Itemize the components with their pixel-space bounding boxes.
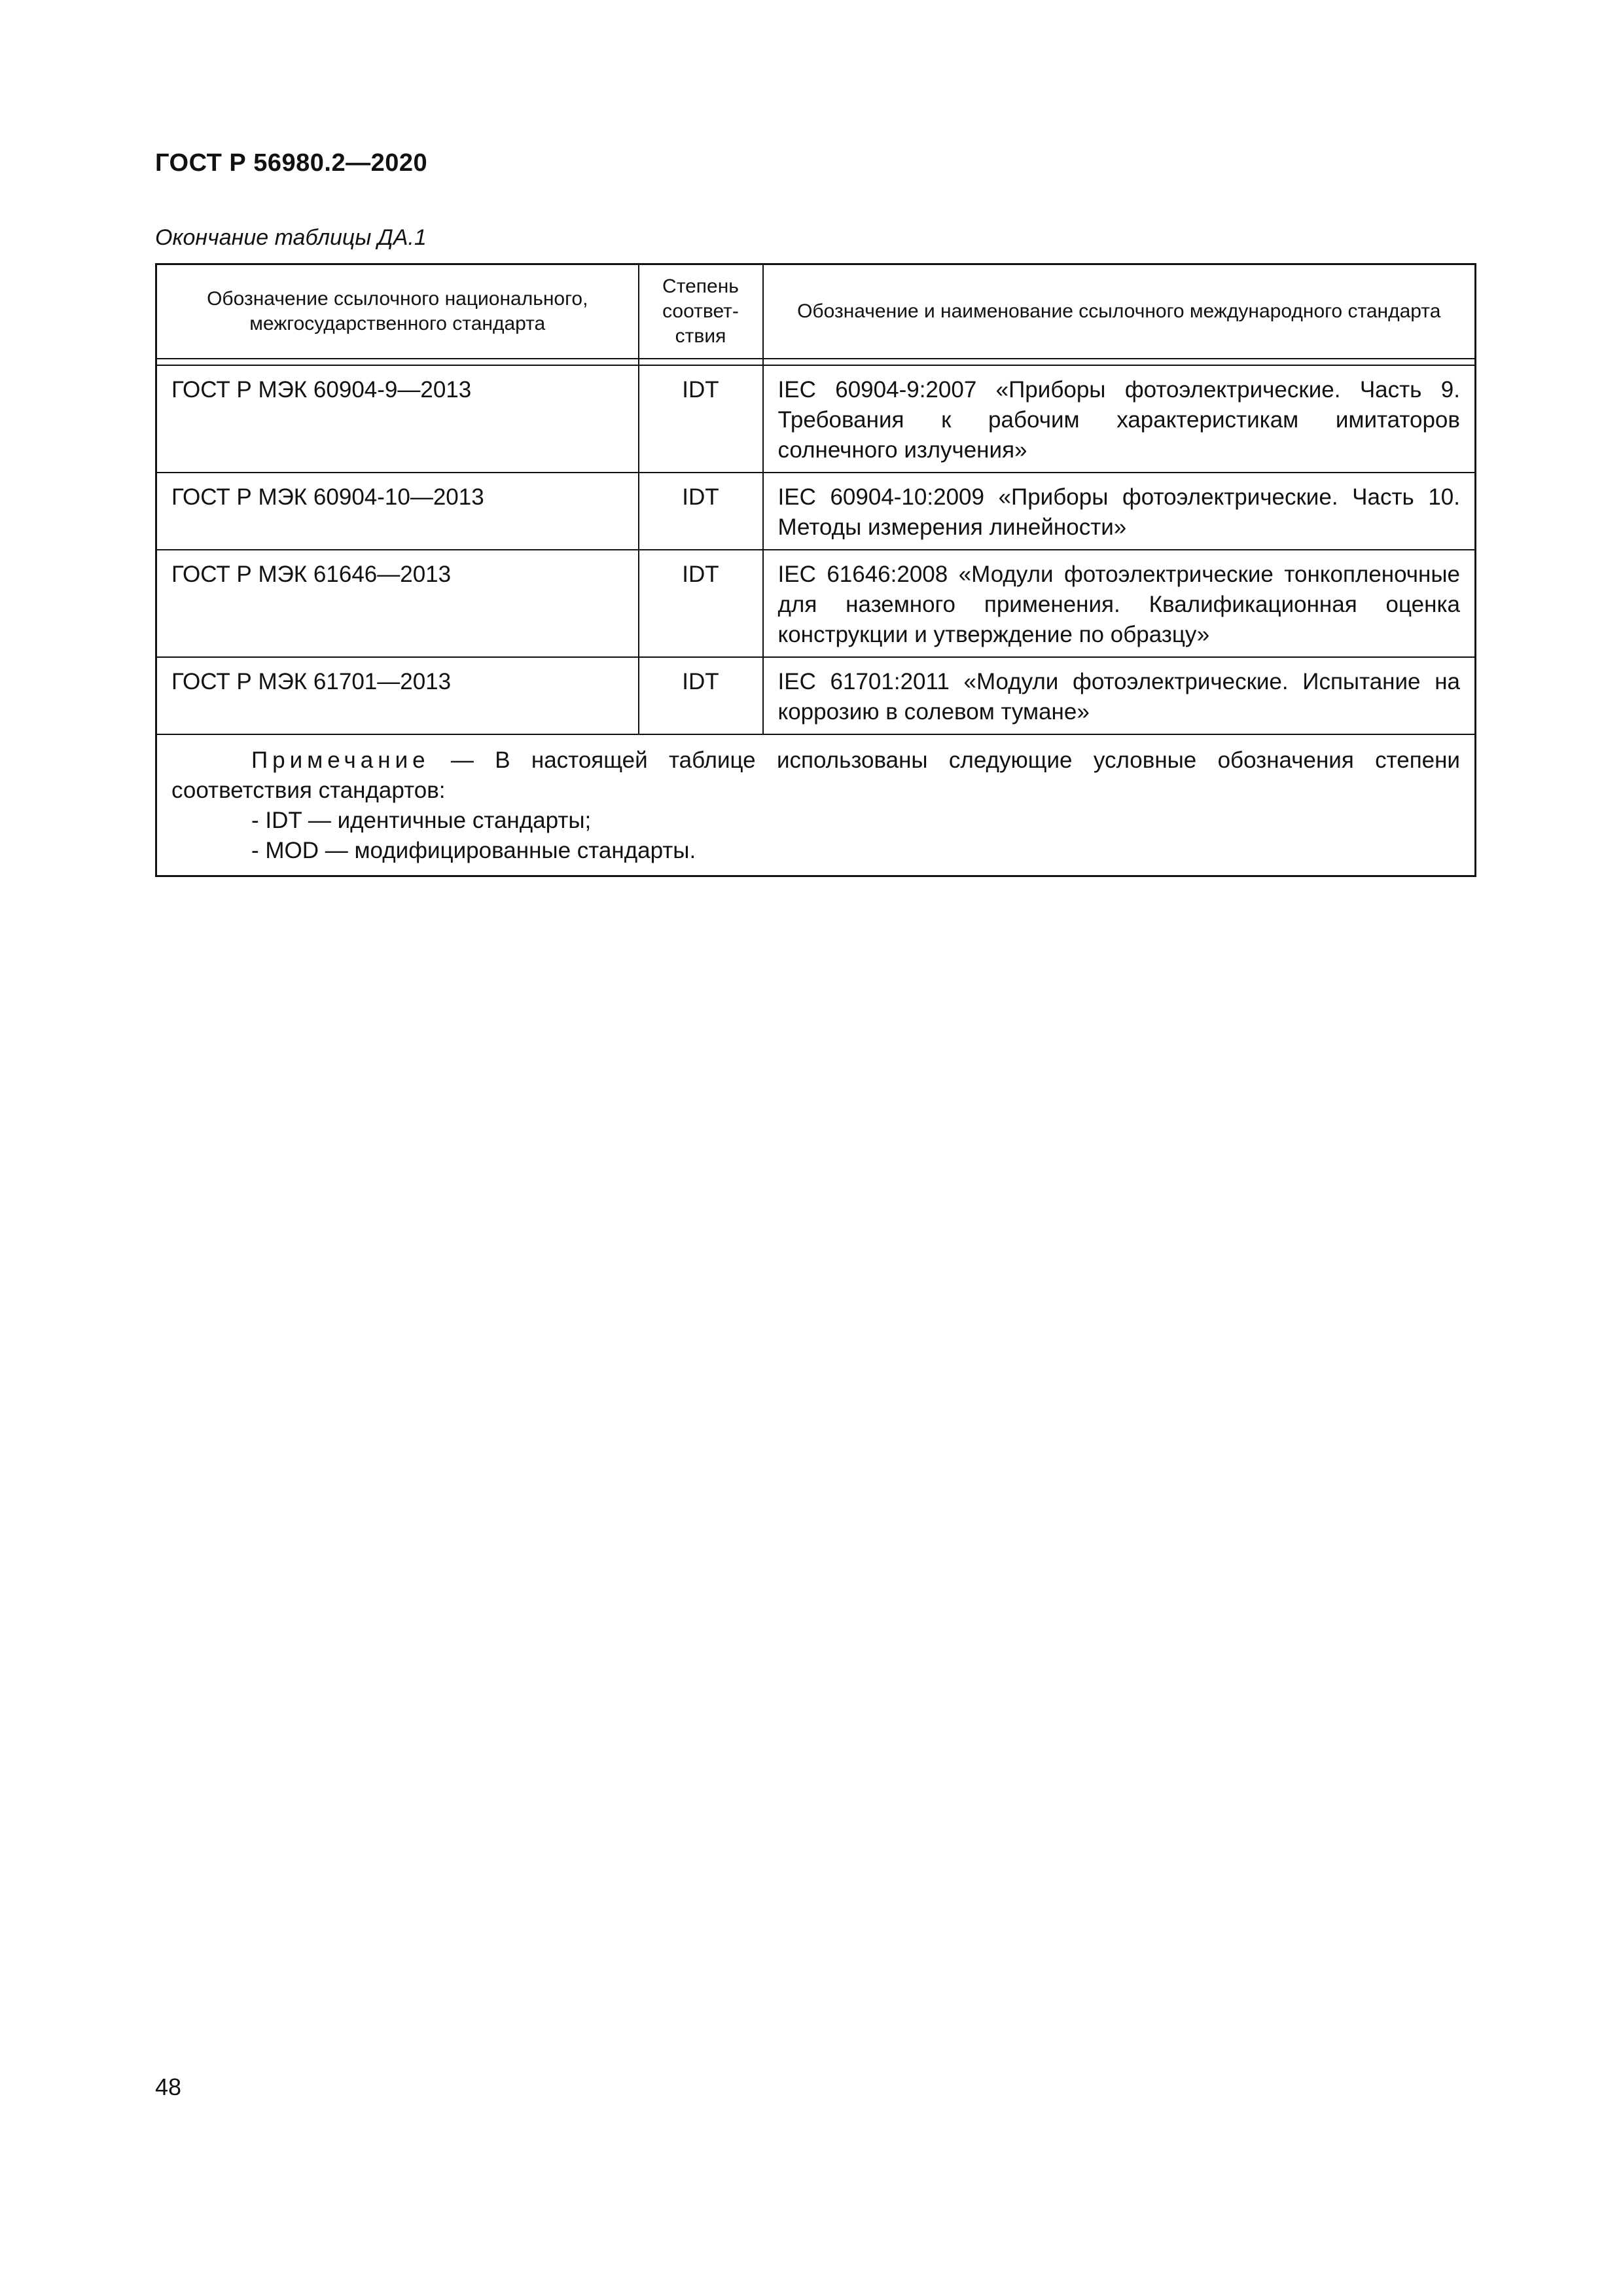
degree-cell: IDT [639,550,763,657]
table-row [156,473,1476,550]
table-header-row [156,264,1476,359]
national-standard-cell: ГОСТ Р МЭК 60904-9—2013 [156,365,639,473]
header-rule-cell [763,359,1476,365]
document-number: ГОСТ Р 56980.2—2020 [155,149,428,177]
table-caption: Окончание таблицы ДА.1 [155,225,427,250]
column-header-national-label: Обозначение ссылочного национального, межгосударственного стандарта [207,288,588,334]
note-label: Примечание [251,747,430,773]
degree-cell: IDT [639,657,763,734]
table-row [156,550,1476,657]
header-rule-cell [156,359,639,365]
standards-table [155,263,1476,877]
note-text: — В настоящей таблице использованы следующие условные обозначения степени соответствия стандартов: [171,747,1460,803]
national-standard-cell: ГОСТ Р МЭК 60904-10—2013 [156,473,639,550]
degree-cell: IDT [639,365,763,473]
international-standard-cell: IEC 61646:2008 «Модули фотоэлектрические тонкопленочные для наземного применения. Квалификационная оценка конструкции и утверждение по образцу» [763,550,1476,657]
header-rule-cell [639,359,763,365]
international-standard-cell: IEC 61701:2011 «Модули фотоэлектрические. Испытание на коррозию в солевом тумане» [763,657,1476,734]
table-row [156,365,1476,473]
note-item-mod: - MOD — модифицированные стандарты. [251,838,696,863]
national-standard-cell: ГОСТ Р МЭК 61701—2013 [156,657,639,734]
column-header-national [156,264,639,359]
national-standard-cell: ГОСТ Р МЭК 61646—2013 [156,550,639,657]
international-standard-cell: IEC 60904-10:2009 «Приборы фотоэлектрические. Часть 10. Методы измерения линейности» [763,473,1476,550]
column-header-degree-label: Степень соответ-ствия [662,276,739,347]
table-note [156,734,1476,876]
header-double-rule [156,359,1476,365]
degree-cell: IDT [639,473,763,550]
column-header-degree [639,264,763,359]
column-header-international [763,264,1476,359]
note-paragraph [171,745,1460,806]
international-standard-cell: IEC 60904-9:2007 «Приборы фотоэлектрические. Часть 9. Требования к рабочим характеристикам имитаторов солнечного излучения» [763,365,1476,473]
table-note-row [156,734,1476,876]
table-row [156,657,1476,734]
note-item-idt: - IDT — идентичные стандарты; [251,808,592,833]
page-number: 48 [155,2073,182,2100]
column-header-international-label: Обозначение и наименование ссылочного международного стандарта [797,300,1441,322]
